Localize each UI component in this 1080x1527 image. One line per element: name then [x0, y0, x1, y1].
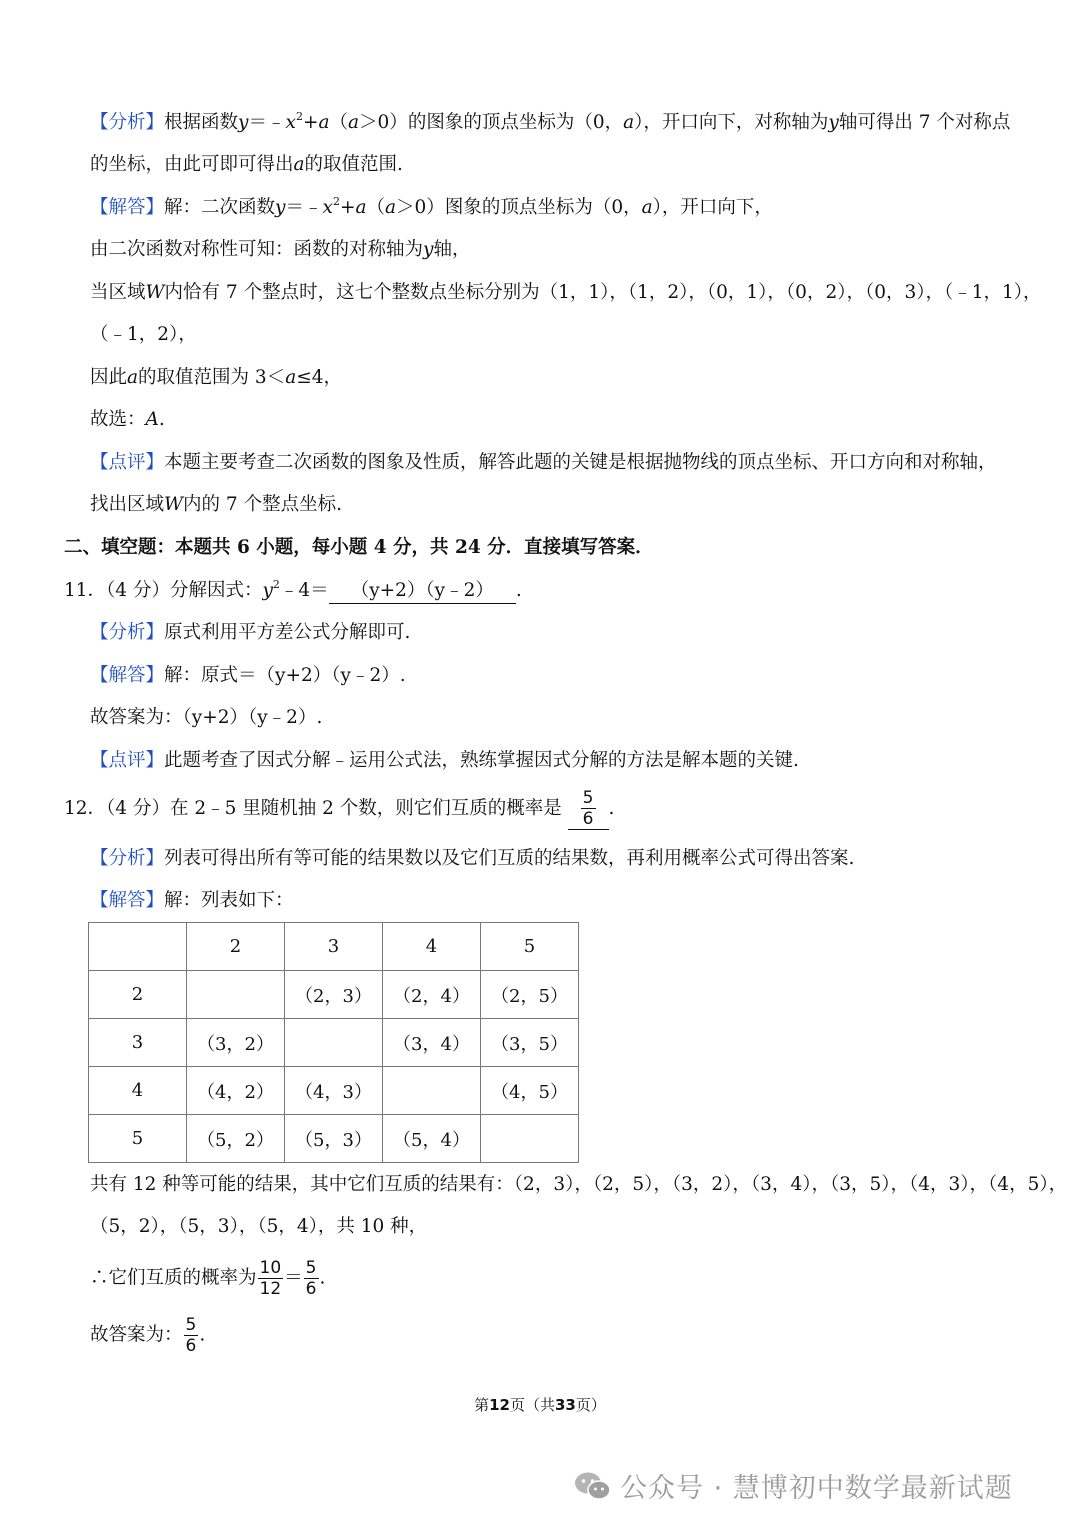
q12-probability: ∴它们互质的概率为 $\frac{10}{12}$ ＝ $\frac{5}{6}$ .	[90, 1258, 326, 1299]
table-cell: 2	[187, 923, 285, 971]
q10-solution-line4: （﹣1，2），	[90, 324, 197, 345]
table-cell	[285, 1019, 383, 1067]
q10-review-line2: 找出区域W内的 7 个整点坐标.	[90, 494, 342, 515]
table-cell: 4	[89, 1067, 187, 1115]
outcome-table	[88, 922, 579, 1163]
q11-answer-blank: （y+2）（y﹣2）	[329, 579, 516, 604]
table-cell: （2，3）	[285, 971, 383, 1019]
q10-solution-line6: 故选：A.	[90, 409, 165, 430]
table-cell	[481, 1115, 579, 1163]
table-cell: （2，4）	[383, 971, 481, 1019]
table-cell: （2，5）	[481, 971, 579, 1019]
table-cell: （5，2）	[187, 1115, 285, 1163]
fraction-10-12: $\frac{10}{12}$	[259, 1258, 282, 1299]
q10-solution-line2: 由二次函数对称性可知：函数的对称轴为y轴，	[90, 239, 471, 260]
table-row	[89, 971, 579, 1019]
section-title: 二、填空题：本题共 6 小题，每小题 4 分，共 24 分．直接填写答案．	[64, 537, 654, 558]
table-cell: 3	[89, 1019, 187, 1067]
q12-result-line1: 共有 12 种等可能的结果，其中它们互质的结果有：（2，3），（2，5），（3，2），（3，4），（3，5），（4，3），（4，5），	[90, 1174, 1068, 1195]
q11-solution: 【解答】解：原式＝（y+2）（y﹣2）.	[90, 665, 406, 686]
q11-final: 故答案为：（y+2）（y﹣2）.	[90, 707, 323, 728]
table-cell: （3，4）	[383, 1019, 481, 1067]
table-cell	[187, 971, 285, 1019]
q12-analysis: 【分析】列表可得出所有等可能的结果数以及它们互质的结果数，再利用概率公式可得出答案.	[90, 848, 855, 869]
table-cell: 2	[89, 971, 187, 1019]
q10-analysis-line2: 的坐标，由此可即可得出a的取值范围.	[90, 154, 403, 175]
q11-stem: 11．（4 分）分解因式：$y^2﹣4=$ （y+2）（y﹣2） .	[64, 578, 522, 604]
table-cell	[383, 1067, 481, 1115]
watermark: 公众号 · 慧博初中数学最新试题	[574, 1466, 1013, 1505]
q12-final: 故答案为： $\frac{5}{6}$ .	[90, 1315, 206, 1356]
table-cell: （4，3）	[285, 1067, 383, 1115]
page-footer: 第12页（共33页）	[474, 1396, 606, 1414]
table-cell: 5	[481, 923, 579, 971]
table-row	[89, 1067, 579, 1115]
fraction-final: $\frac{5}{6}$	[185, 1315, 197, 1356]
fraction-5-6: $\frac{5}{6}$	[305, 1258, 317, 1299]
q10-solution-line3: 当区域W内恰有 7 个整点时，这七个整数点坐标分别为（1，1），（1，2），（0，1），（0，2），（0，3），（﹣1，1），	[90, 282, 1042, 303]
table-row	[89, 923, 579, 971]
table-cell: （5，3）	[285, 1115, 383, 1163]
table-cell: （4，5）	[481, 1067, 579, 1115]
table-row	[89, 1019, 579, 1067]
q10-solution-line1: 【解答】解：二次函数$y=﹣x^2+a(a>0)$图象的顶点坐标为（0，a），开口向下，	[90, 195, 773, 218]
table-cell: （5，4）	[383, 1115, 481, 1163]
q10-review-line1: 【点评】本题主要考查二次函数的图象及性质，解答此题的关键是根据抛物线的顶点坐标、开口方向和对称轴，	[90, 452, 997, 473]
q12-answer-blank	[568, 788, 609, 830]
table-cell: 5	[89, 1115, 187, 1163]
wechat-icon	[574, 1471, 612, 1501]
q12-result-line2: （5，2），（5，3），（5，4），共 10 种，	[90, 1216, 428, 1237]
table-row	[89, 1115, 579, 1163]
table-cell: 4	[383, 923, 481, 971]
q12-answer-fraction: $\frac{5}{6}$	[582, 788, 594, 829]
q12-solution: 【解答】解：列表如下：	[90, 890, 294, 911]
table-cell	[89, 923, 187, 971]
table-cell: （4，2）	[187, 1067, 285, 1115]
q12-stem: 12．（4 分）在 2﹣5 里随机抽 2 个数，则它们互质的概率是 $\frac{5}{6}$ .	[64, 788, 615, 829]
q11-analysis: 【分析】原式利用平方差公式分解即可.	[90, 622, 411, 643]
table-cell: （3，5）	[481, 1019, 579, 1067]
q10-analysis-line1: 【分析】根据函数$y=﹣x^2+a(a>0)$的图象的顶点坐标为（0，a），开口向下，对称轴为y轴可得出 7 个对称点	[90, 110, 1011, 133]
q10-solution-line5: 因此a的取值范围为 3＜a≤4，	[90, 367, 343, 388]
table-cell: （3，2）	[187, 1019, 285, 1067]
q11-review: 【点评】此题考查了因式分解﹣运用公式法，熟练掌握因式分解的方法是解本题的关键.	[90, 750, 799, 771]
table-cell: 3	[285, 923, 383, 971]
